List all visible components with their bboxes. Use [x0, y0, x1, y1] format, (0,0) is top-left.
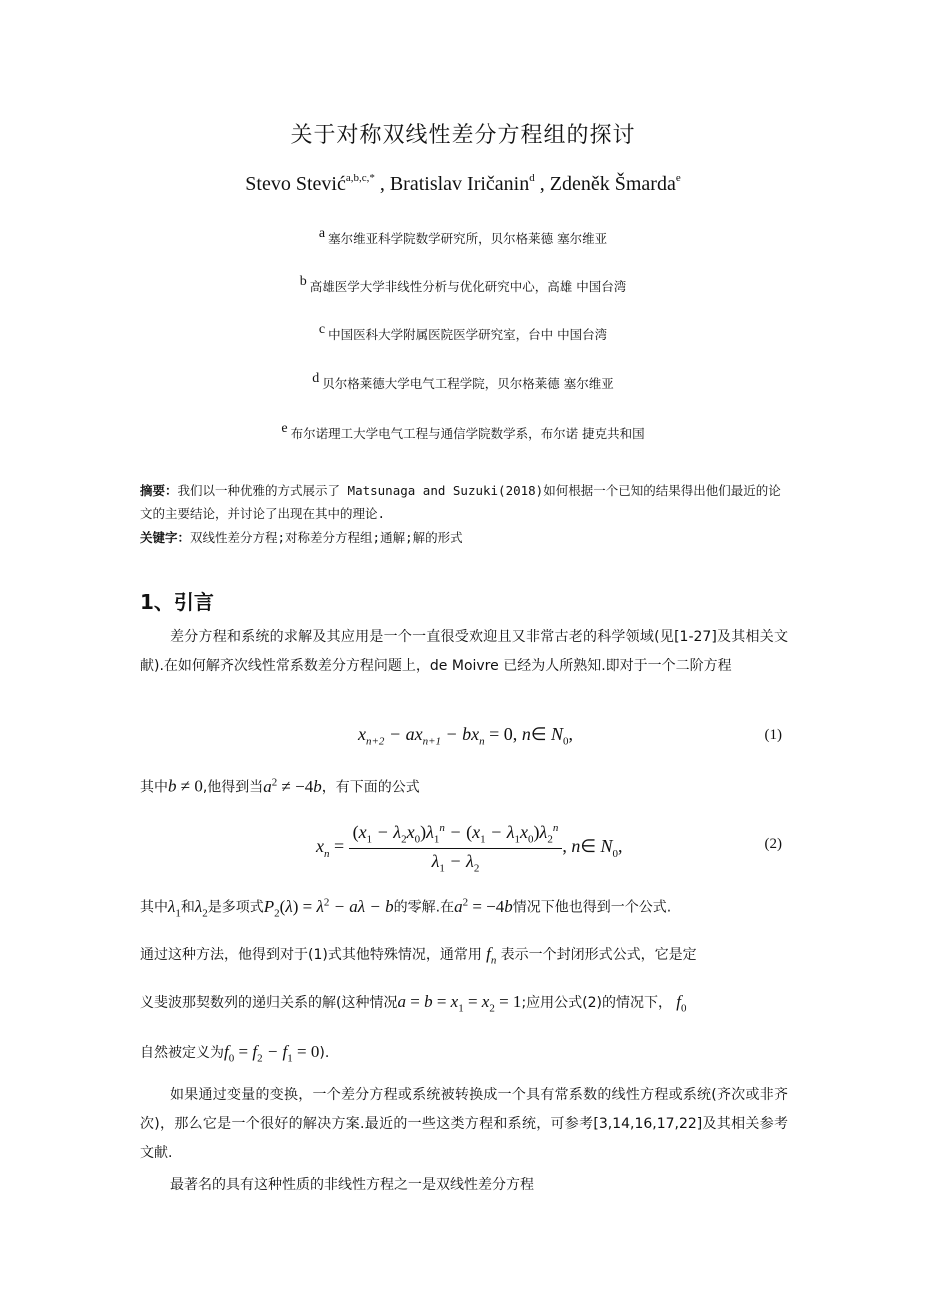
intro-paragraph-4: 最著名的具有这种性质的非线性方程之一是双线性差分方程: [170, 1177, 534, 1193]
roots-line: [140, 896, 788, 919]
affiliation-text: 贝尔格莱德大学电气工程学院，贝尔格莱德 塞尔维亚: [322, 376, 614, 391]
inline-math: $\lambda_1$: [168, 896, 181, 920]
inline-math: $a^2 \ne -4b$: [263, 776, 322, 796]
author-1-affil-mark: a,b,c,*: [345, 172, 375, 184]
author-3-affil-mark: e: [675, 172, 681, 184]
affiliation-c: [0, 322, 926, 343]
fibonacci-line-1: [140, 944, 788, 966]
affiliation-text: 高雄医学大学非线性分析与优化研究中心，高雄 中国台湾: [309, 279, 627, 294]
inline-math: $P_2(\lambda) = \lambda^2 - a\lambda - b$: [263, 896, 394, 920]
author-2: , Bratislav Iričanin: [379, 173, 530, 195]
affiliation-mark: e: [281, 421, 288, 436]
text-fragment: 其中: [140, 779, 168, 796]
affiliation-mark: d: [312, 371, 320, 386]
intro-paragraph-3: 如果通过变量的变换，一个差分方程或系统被转换成一个具有常系数的线性方程或系统(齐次或非齐次)，那么它是一个很好的解决方案.最近的一些这类方程和系统，可参考[3,14,16,17,22]及其相关参考文献.: [140, 1087, 788, 1161]
author-line: [0, 172, 926, 196]
inline-math: $a = b = x_1 = x_2 = 1$: [397, 992, 522, 1015]
text-fragment: 其中: [140, 899, 168, 916]
condition-line: [140, 776, 788, 797]
text-fragment: 自然被定义为: [140, 1045, 224, 1061]
affiliation-e: [0, 421, 926, 442]
inline-math: $f_0 = f_2 - f_1 = 0$: [224, 1042, 320, 1065]
text-fragment: ;应用公式(2)的情况下，: [521, 995, 672, 1011]
inline-math: $f_0$: [672, 992, 687, 1015]
affiliation-mark: c: [318, 322, 326, 337]
text-fragment: ,他得到当: [202, 779, 264, 796]
author-3: , Zdeněk Šmarda: [539, 173, 676, 195]
text-fragment: ，有下面的公式: [321, 779, 420, 796]
text-fragment: ).: [319, 1045, 330, 1061]
text-fragment: 是多项式: [207, 899, 264, 916]
text-fragment: 通过这种方法，他得到对于(1)式其他特殊情况，通常用: [140, 947, 482, 963]
author-2-affil-mark: d: [529, 172, 535, 184]
affiliation-b: [0, 274, 926, 295]
abstract: [140, 479, 790, 525]
affiliation-a: [0, 226, 926, 247]
paper-title: 关于对称双线性差分方程组的探讨: [290, 123, 636, 148]
affiliation-mark: b: [299, 274, 307, 289]
equation-2: $x_n$ = $\frac{(x_1 - \lambda_2x_0)\lambda_1^n - (x_1 - \lambda_1x_0)\lambda_2^n}{\lambda_1 - \lambda_2}$ , n∈ $N_0$,: [316, 822, 623, 875]
text-fragment: 表示一个封闭形式公式，它是定: [500, 947, 697, 963]
fibonacci-line-2: [140, 992, 788, 1014]
fibonacci-line-3: [140, 1042, 788, 1064]
inline-math: $a^2 = -4b$: [454, 896, 513, 916]
text-fragment: 情况下他也得到一个公式.: [512, 899, 672, 916]
keywords-text: 双线性差分方程;对称差分方程组;通解;解的形式: [190, 530, 463, 545]
inline-math: $\lambda_2$: [194, 896, 208, 920]
keywords: [140, 526, 790, 549]
equation-2-fraction: $\frac{(x_1 - \lambda_2x_0)\lambda_1^n - (x_1 - \lambda_1x_0)\lambda_2^n}{\lambda_1 - \lambda_2}$: [349, 822, 563, 874]
equation-1: $x_{n+2} - ax_{n+1} - bx_n = 0$, n∈ $N_0$,: [358, 724, 574, 748]
abstract-label: 摘要：: [140, 483, 178, 498]
keywords-label: 关键字：: [140, 530, 191, 545]
author-1: Stevo Stević: [245, 173, 346, 195]
equation-2-number: (2): [764, 836, 782, 852]
affiliation-text: 塞尔维亚科学院数学研究所，贝尔格莱德 塞尔维亚: [328, 231, 608, 246]
text-fragment: 的零解.在: [393, 899, 455, 916]
text-fragment: 义斐波那契数列的递归关系的解(这种情况: [140, 995, 398, 1011]
section-heading-introduction: 1、引言: [140, 590, 214, 614]
affiliation-mark: a: [318, 226, 326, 241]
affiliation-text: 中国医科大学附属医院医学研究室，台中 中国台湾: [328, 327, 608, 342]
abstract-text: 我们以一种优雅的方式展示了 Matsunaga and Suzuki(2018)如何根据一个已知的结果得出他们最近的论文的主要结论，并讨论了出现在其中的理论.: [140, 483, 781, 521]
affiliation-text: 布尔诺理工大学电气工程与通信学院数学系，布尔诺 捷克共和国: [290, 426, 645, 441]
equation-1-number: (1): [764, 727, 782, 743]
intro-paragraph-1: 差分方程和系统的求解及其应用是一个一直很受欢迎且又非常古老的科学领域(见[1-27]及其相关文献).在如何解齐次线性常系数差分方程问题上，de Moivre 已经为人所熟知.即对于一个二阶方程: [140, 629, 788, 674]
inline-math: b ≠ 0: [168, 776, 203, 796]
text-fragment: 和: [180, 899, 195, 916]
affiliation-d: [0, 371, 926, 392]
inline-math: $f_n$: [481, 944, 497, 967]
